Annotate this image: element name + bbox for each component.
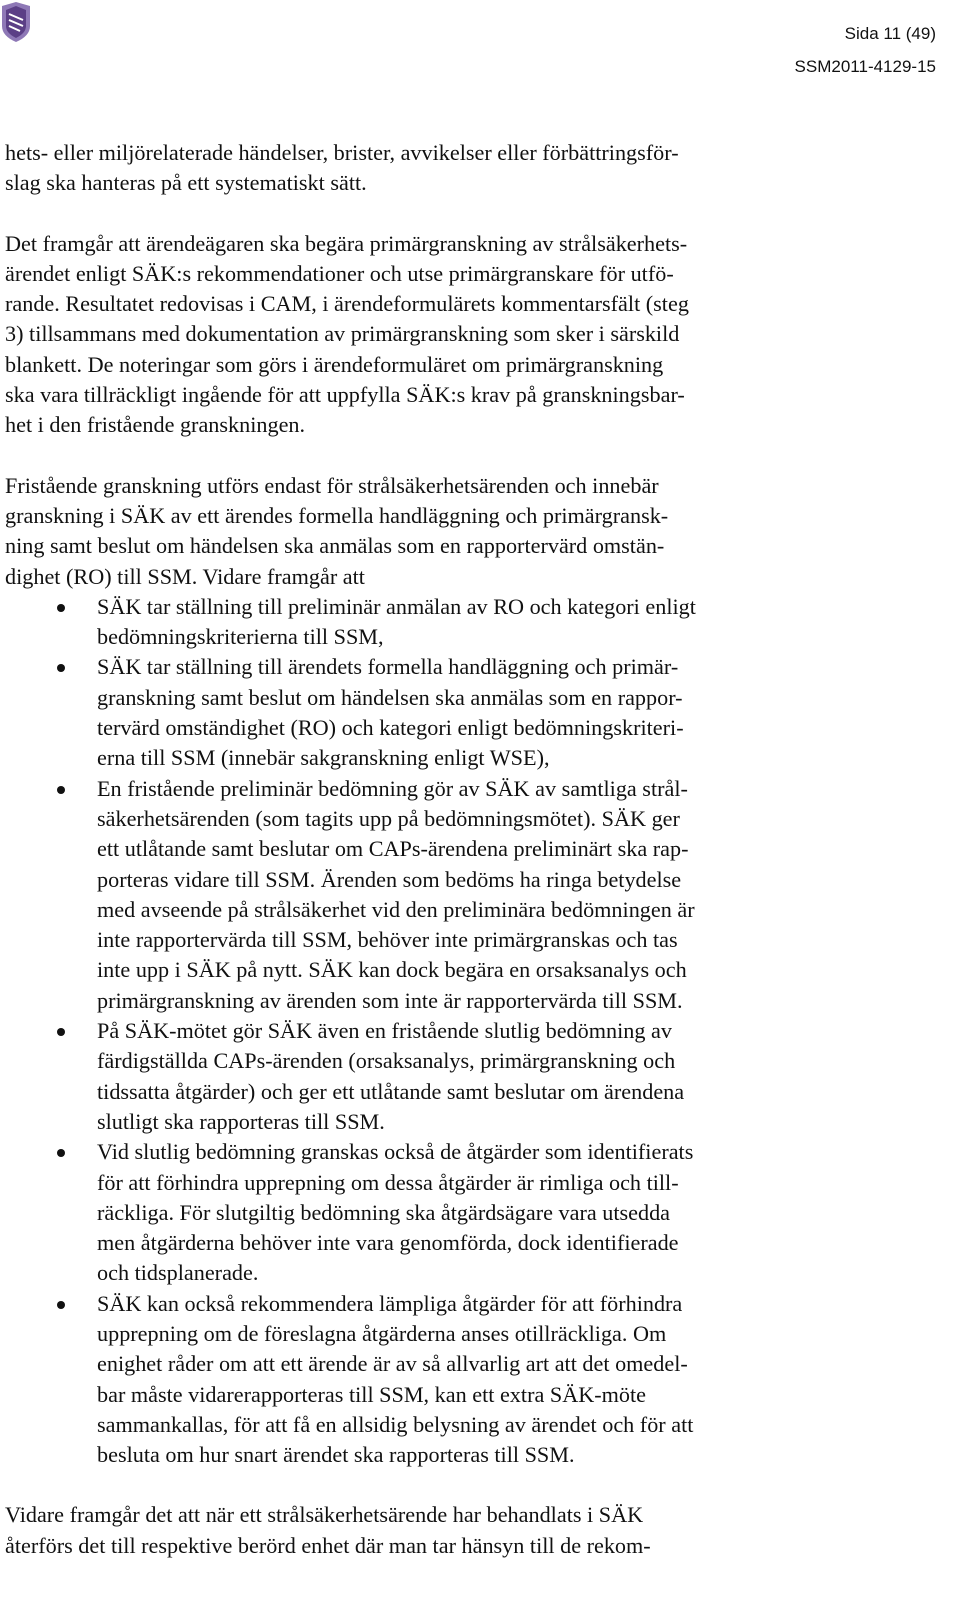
text-line: SÄK tar ställning till ärendets formella handläggning och primär- — [97, 654, 679, 680]
closing-paragraph — [5, 1500, 920, 1561]
text-line: slag ska hanteras på ett systematiskt sätt. — [5, 170, 367, 196]
text-line: räckliga. För slutgiltig bedömning ska åtgärdsägare vara utsedda — [97, 1199, 671, 1225]
bullet-icon — [57, 786, 65, 794]
text-line: färdigställda CAPs-ärenden (orsaksanalys, primärgranskning och — [97, 1048, 676, 1074]
bullet-icon — [57, 664, 65, 672]
text-line: blankett. De noteringar som görs i ärendeformuläret om primärgranskning — [5, 351, 664, 377]
text-line: upprepning om de föreslagna åtgärderna anses otillräckliga. Om — [97, 1320, 667, 1346]
text-line: bedömningskriterierna till SSM, — [97, 624, 384, 650]
page-number: Sida 11 (49) — [844, 24, 936, 43]
text-line: het i den fristående granskningen. — [5, 412, 306, 438]
text-line: dighet (RO) till SSM. Vidare framgår att — [5, 563, 365, 589]
paragraph — [5, 138, 920, 199]
text-line: inte upp i SÄK på nytt. SÄK kan dock begära en orsaksanalys och — [97, 957, 687, 983]
text-line: Fristående granskning utförs endast för strålsäkerhetsärenden och innebär — [5, 472, 659, 498]
list-item — [5, 1289, 920, 1471]
text-line: 3) tillsammans med dokumentation av primärgranskning som sker i särskild — [5, 321, 680, 347]
text-line: tervärd omständighet (RO) och kategori enligt bedömningskriteri- — [97, 715, 684, 741]
text-line: besluta om hur snart ärendet ska rapporteras till SSM. — [97, 1442, 575, 1468]
bullet-icon — [57, 1301, 65, 1309]
shield-logo-icon — [0, 0, 32, 44]
text-line: och tidsplanerade. — [97, 1260, 259, 1286]
text-line: för att förhindra upprepning om dessa åtgärder är rimliga och till- — [97, 1169, 679, 1195]
text-line: rande. Resultatet redovisas i CAM, i ärendeformulärets kommentarsfält (steg — [5, 291, 689, 317]
list-item — [5, 652, 920, 773]
list-item — [5, 592, 920, 653]
list-item — [5, 774, 920, 1016]
text-line: En fristående preliminär bedömning gör av SÄK av samtliga strål- — [97, 775, 688, 801]
text-line: SÄK tar ställning till preliminär anmälan av RO och kategori enligt — [97, 593, 696, 619]
text-line: ning samt beslut om händelsen ska anmälas som en rapportervärd omstän- — [5, 533, 665, 559]
text-line: tidssatta åtgärder) och ger ett utlåtande samt beslutar om ärendena — [97, 1078, 685, 1104]
paragraph — [5, 471, 920, 592]
text-line: enighet råder om att ett ärende är av så allvarlig art att det omedel- — [97, 1351, 688, 1377]
bullet-icon — [57, 1149, 65, 1157]
document-id: SSM2011-4129-15 — [794, 57, 936, 76]
text-line: hets- eller miljörelaterade händelser, brister, avvikelser eller förbättringsför- — [5, 140, 679, 165]
text-line: porteras vidare till SSM. Ärenden som bedöms ha ringa betydelse — [97, 866, 682, 892]
document-body — [5, 138, 920, 1561]
list-item — [5, 1016, 920, 1137]
text-line: återförs det till respektive berörd enhet där man tar hänsyn till de rekom- — [5, 1532, 651, 1558]
bullet-icon — [57, 604, 65, 612]
text-line: inte rapportervärda till SSM, behöver inte primärgranskas och tas — [97, 927, 678, 953]
text-line: bar måste vidarerapporteras till SSM, kan ett extra SÄK-möte — [97, 1381, 646, 1407]
list-item — [5, 1137, 920, 1288]
text-line: På SÄK-mötet gör SÄK även en fristående slutlig bedömning av — [97, 1018, 672, 1044]
text-line: Vid slutlig bedömning granskas också de åtgärder som identifierats — [97, 1139, 694, 1165]
text-line: slutligt ska rapporteras till SSM. — [97, 1108, 385, 1134]
paragraph — [5, 229, 920, 441]
text-line: granskning samt beslut om händelsen ska anmälas som en rappor- — [97, 684, 683, 710]
text-line: SÄK kan också rekommendera lämpliga åtgärder för att förhindra — [97, 1290, 683, 1316]
text-line: granskning i SÄK av ett ärendes formella handläggning och primärgransk- — [5, 502, 669, 528]
text-line: Vidare framgår det att när ett strålsäkerhetsärende har behandlats i SÄK — [5, 1502, 644, 1528]
text-line: Det framgår att ärendeägaren ska begära primärgranskning av strålsäkerhets- — [5, 230, 688, 256]
bullet-icon — [57, 1028, 65, 1036]
text-line: ärendet enligt SÄK:s rekommendationer och utse primärgranskare för utfö- — [5, 260, 674, 286]
text-line: men åtgärderna behöver inte vara genomförda, dock identifierade — [97, 1230, 679, 1256]
text-line: med avseende på strålsäkerhet vid den preliminära bedömningen är — [97, 896, 695, 922]
text-line: erna till SSM (innebär sakgranskning enligt WSE), — [97, 745, 550, 771]
text-line: säkerhetsärenden (som tagits upp på bedömningsmötet). SÄK ger — [97, 805, 680, 831]
bullet-list — [5, 592, 920, 1471]
text-line: primärgranskning av ärenden som inte är rapportervärda till SSM. — [97, 987, 683, 1013]
text-line: ska vara tillräckligt ingående för att uppfylla SÄK:s krav på granskningsbar- — [5, 382, 685, 408]
text-line: ett utlåtande samt beslutar om CAPs-ärendena preliminärt ska rap- — [97, 836, 689, 862]
text-line: sammankallas, för att få en allsidig belysning av ärendet och för att — [97, 1411, 694, 1437]
